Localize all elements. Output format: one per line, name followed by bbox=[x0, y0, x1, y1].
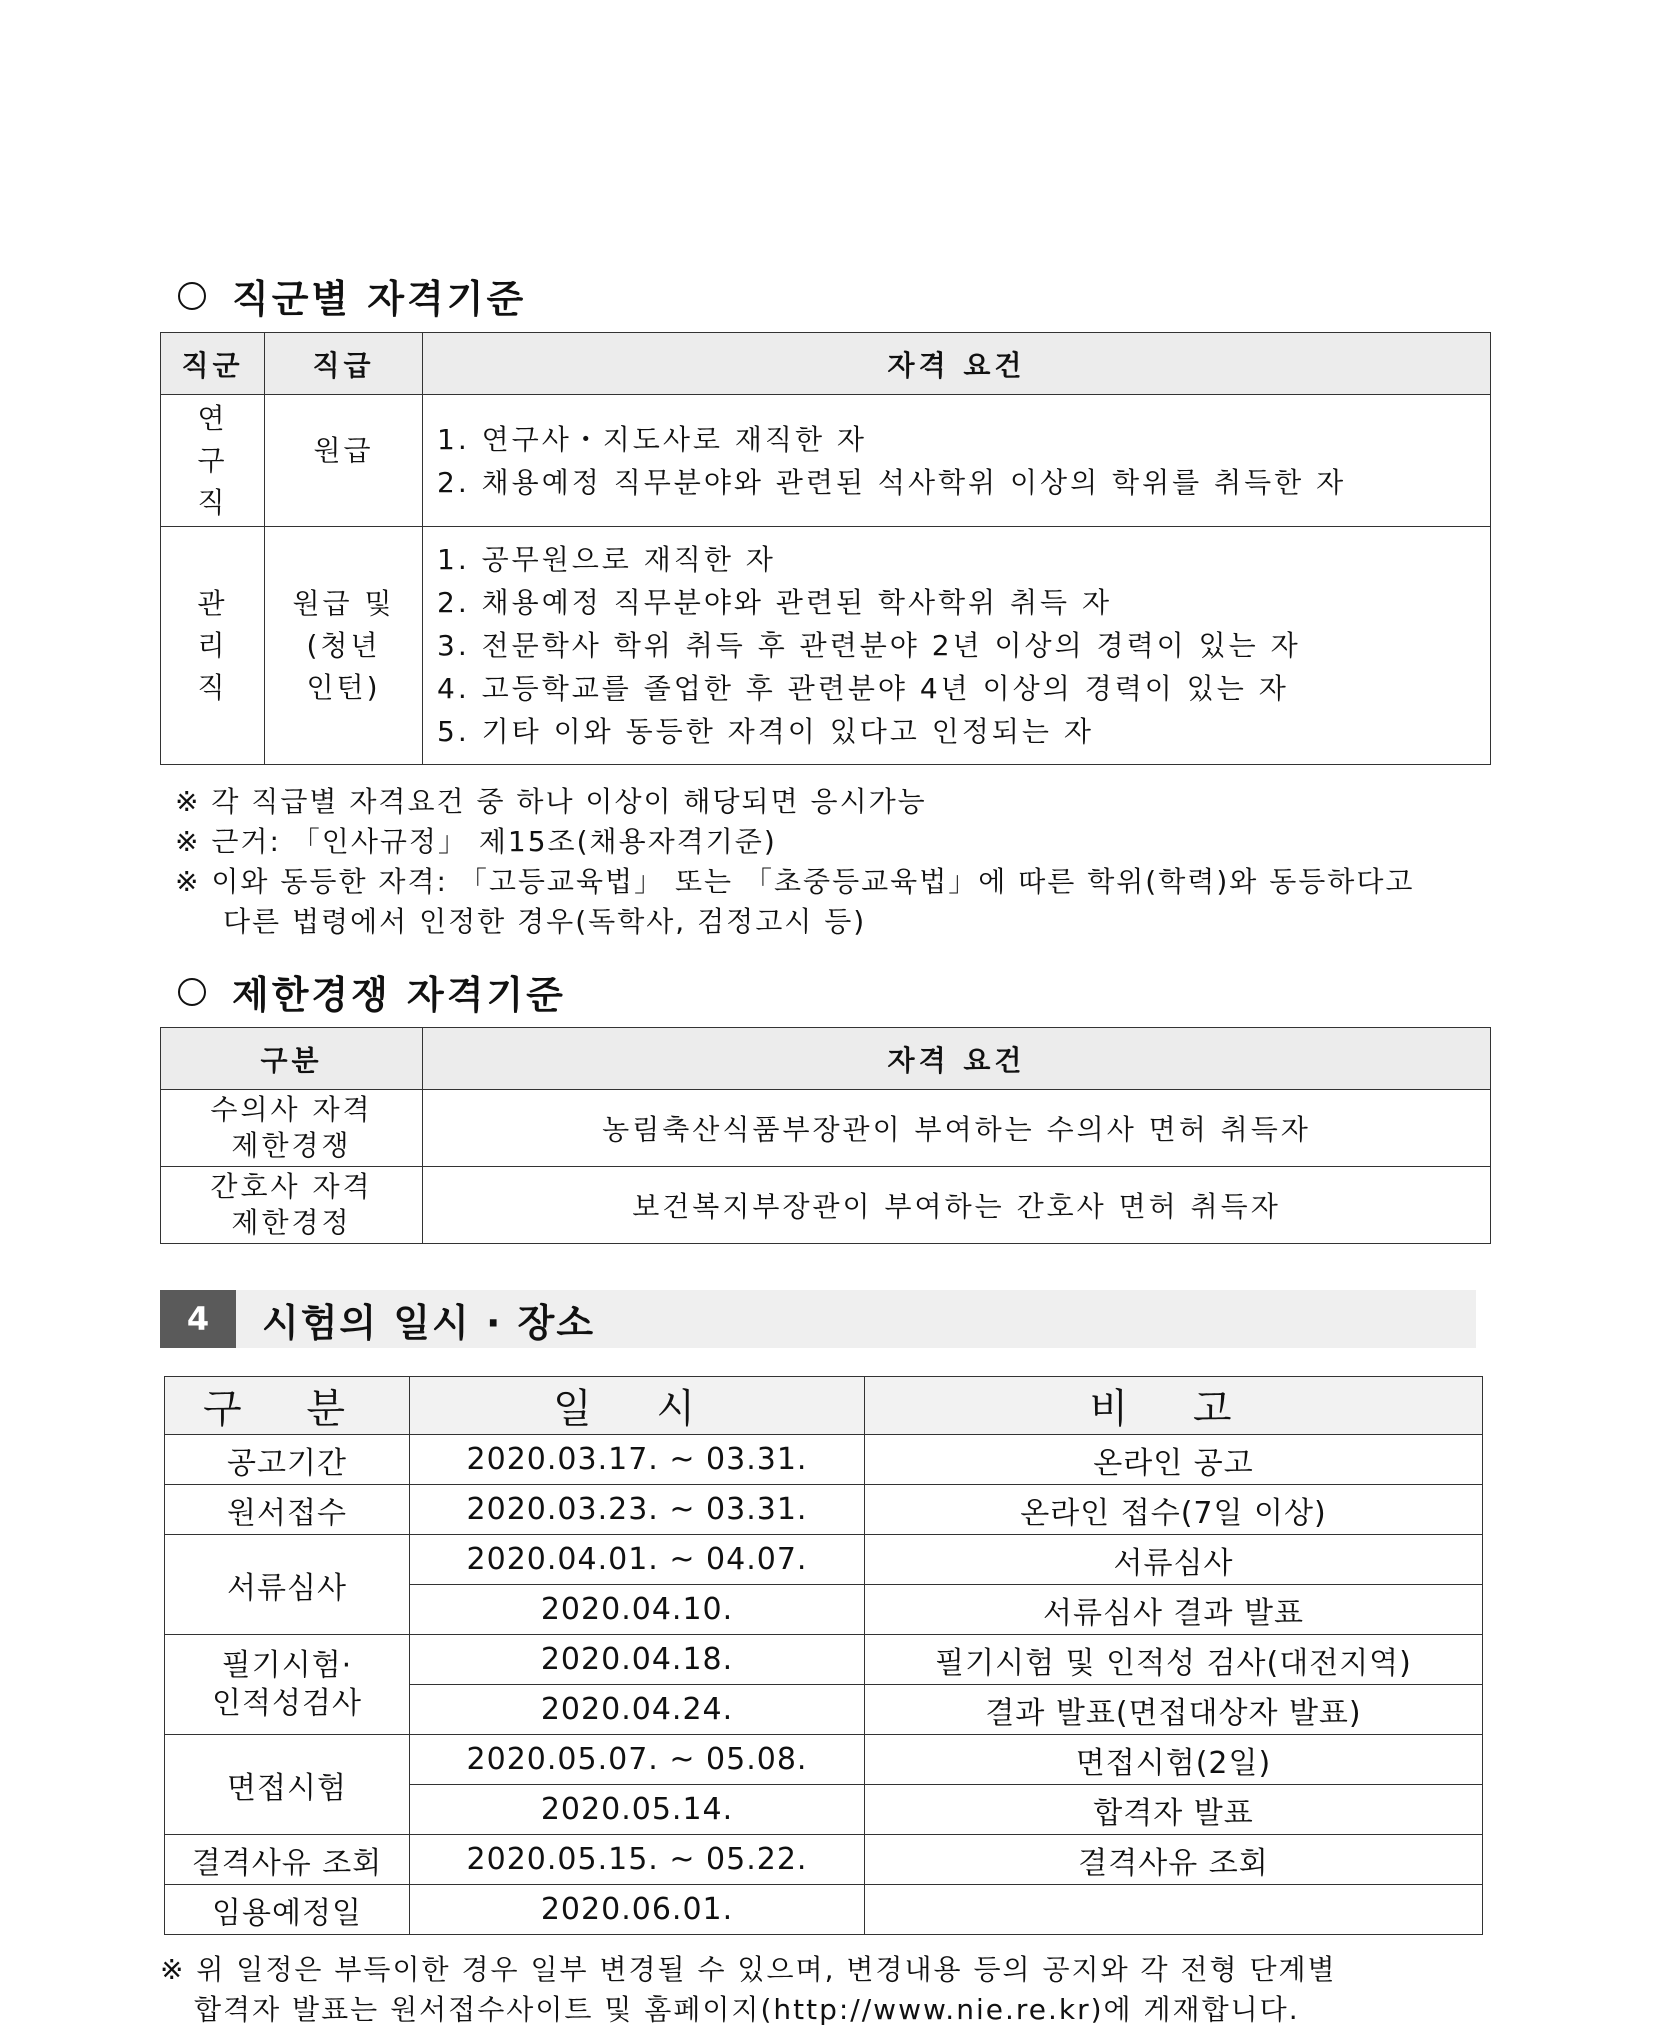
requirement-item: 4. 고등학교를 졸업한 후 관련분야 4년 이상의 경력이 있는 자 bbox=[437, 672, 1289, 705]
date-cell: 2020.03.23. ~ 03.31. bbox=[410, 1485, 865, 1535]
qualification-notes bbox=[175, 782, 1414, 942]
requirement-item: 1. 연구사・지도사로 재직한 자 bbox=[437, 422, 867, 456]
note-cell: 합격자 발표 bbox=[865, 1785, 1483, 1835]
category-text: 제한경정 bbox=[231, 1206, 352, 1239]
table-row-nurse bbox=[161, 1167, 1491, 1244]
requirement-cell: 농림축산식품부장관이 부여하는 수의사 면허 취득자 bbox=[423, 1090, 1491, 1167]
header-note: 비 고 bbox=[865, 1377, 1483, 1435]
date-cell: 2020.06.01. bbox=[410, 1885, 865, 1935]
section-title-text: 직군별 자격기준 bbox=[232, 277, 527, 321]
header-grade: 직급 bbox=[265, 333, 423, 395]
circle-bullet-icon bbox=[178, 978, 206, 1006]
stage-cell: 임용예정일 bbox=[165, 1885, 410, 1935]
category-text: 간호사 자격 bbox=[210, 1170, 373, 1203]
grade-text: (청년 bbox=[306, 628, 381, 662]
date-cell: 2020.04.10. bbox=[410, 1585, 865, 1635]
note-line: ※ 근거: 「인사규정」 제15조(채용자격기준) bbox=[175, 825, 777, 858]
requirement-item: 5. 기타 이와 동등한 자격이 있다고 인정되는 자 bbox=[437, 715, 1094, 748]
category-cell bbox=[161, 1167, 423, 1244]
date-cell: 2020.05.14. bbox=[410, 1785, 865, 1835]
header-date: 일 시 bbox=[410, 1377, 865, 1435]
category-text: 제한경쟁 bbox=[231, 1129, 352, 1162]
group-char: 직 bbox=[197, 670, 228, 704]
table-row bbox=[165, 1735, 1483, 1785]
stage-cell bbox=[165, 1635, 410, 1735]
note-cell: 서류심사 bbox=[865, 1535, 1483, 1585]
table-row-veterinarian bbox=[161, 1090, 1491, 1167]
grade-cell bbox=[265, 395, 423, 527]
qualification-table bbox=[160, 332, 1491, 765]
group-char: 구 bbox=[197, 443, 228, 477]
section-title-limited bbox=[178, 964, 566, 1019]
schedule-notes bbox=[160, 1950, 1337, 2030]
date-cell: 2020.04.18. bbox=[410, 1635, 865, 1685]
date-cell: 2020.03.17. ~ 03.31. bbox=[410, 1435, 865, 1485]
requirement-cell: 보건복지부장관이 부여하는 간호사 면허 취득자 bbox=[423, 1167, 1491, 1244]
group-cell bbox=[161, 527, 265, 765]
date-cell: 2020.04.01. ~ 04.07. bbox=[410, 1535, 865, 1585]
group-char: 직 bbox=[197, 485, 228, 519]
stage-cell: 서류심사 bbox=[165, 1535, 410, 1635]
note-line: 다른 법령에서 인정한 경우(독학사, 검정고시 등) bbox=[223, 905, 867, 938]
stage-cell: 원서접수 bbox=[165, 1485, 410, 1535]
table-row bbox=[165, 1485, 1483, 1535]
section-number-badge: 4 bbox=[160, 1290, 236, 1348]
table-row bbox=[165, 1635, 1483, 1685]
grade-text: 원급 bbox=[313, 433, 374, 467]
grade-text: 원급 및 bbox=[292, 586, 395, 620]
header-group: 직군 bbox=[161, 333, 265, 395]
category-text: 수의사 자격 bbox=[210, 1093, 373, 1126]
table-header-row bbox=[165, 1377, 1483, 1435]
requirement-item: 2. 채용예정 직무분야와 관련된 석사학위 이상의 학위를 취득한 자 bbox=[437, 465, 1347, 499]
table-header-row bbox=[161, 1028, 1491, 1090]
note-cell: 온라인 공고 bbox=[865, 1435, 1483, 1485]
header-requirements: 자격 요건 bbox=[423, 333, 1491, 395]
note-line: ※ 이와 동등한 자격: 「고등교육법」 또는 「초중등교육법」에 따른 학위(학력)와 동등하다고 bbox=[175, 865, 1415, 898]
category-cell bbox=[161, 1090, 423, 1167]
grade-text: 인턴) bbox=[306, 670, 381, 704]
group-cell bbox=[161, 395, 265, 527]
note-cell: 필기시험 및 인적성 검사(대전지역) bbox=[865, 1635, 1483, 1685]
table-row-admin bbox=[161, 527, 1491, 765]
table-header-row bbox=[161, 333, 1491, 395]
grade-cell bbox=[265, 527, 423, 765]
note-cell: 결과 발표(면접대상자 발표) bbox=[865, 1685, 1483, 1735]
note-cell: 서류심사 결과 발표 bbox=[865, 1585, 1483, 1635]
section-title-qualification bbox=[178, 268, 526, 323]
stage-cell: 면접시험 bbox=[165, 1735, 410, 1835]
header-stage: 구 분 bbox=[165, 1377, 410, 1435]
group-char: 리 bbox=[197, 628, 228, 662]
stage-cell: 공고기간 bbox=[165, 1435, 410, 1485]
stage-text: 필기시험· bbox=[221, 1647, 353, 1683]
note-line: 합격자 발표는 원서접수사이트 및 홈페이지(http://www.nie.re.kr)에 게재합니다. bbox=[194, 1993, 1300, 2026]
date-cell: 2020.04.24. bbox=[410, 1685, 865, 1735]
note-cell: 결격사유 조회 bbox=[865, 1835, 1483, 1885]
requirement-item: 2. 채용예정 직무분야와 관련된 학사학위 취득 자 bbox=[437, 586, 1113, 619]
note-cell bbox=[865, 1885, 1483, 1935]
section-title-text: 시험의 일시 · 장소 bbox=[262, 1300, 596, 1345]
section-4-heading bbox=[160, 1290, 1476, 1348]
section-title-text: 제한경쟁 자격기준 bbox=[232, 973, 566, 1017]
table-row bbox=[165, 1435, 1483, 1485]
group-char: 연 bbox=[197, 401, 228, 435]
header-category: 구분 bbox=[161, 1028, 423, 1090]
requirement-item: 3. 전문학사 학위 취득 후 관련분야 2년 이상의 경력이 있는 자 bbox=[437, 629, 1301, 662]
note-cell: 면접시험(2일) bbox=[865, 1735, 1483, 1785]
stage-cell: 결격사유 조회 bbox=[165, 1835, 410, 1885]
table-row bbox=[165, 1885, 1483, 1935]
table-row-research bbox=[161, 395, 1491, 527]
schedule-table bbox=[164, 1376, 1483, 1935]
header-requirement: 자격 요건 bbox=[423, 1028, 1491, 1090]
circle-bullet-icon bbox=[178, 282, 206, 310]
limited-competition-table bbox=[160, 1027, 1491, 1244]
table-row bbox=[165, 1835, 1483, 1885]
date-cell: 2020.05.07. ~ 05.08. bbox=[410, 1735, 865, 1785]
note-line: ※ 위 일정은 부득이한 경우 일부 변경될 수 있으며, 변경내용 등의 공지와 각 전형 단계별 bbox=[160, 1953, 1337, 1986]
requirement-item: 1. 공무원으로 재직한 자 bbox=[437, 543, 776, 576]
requirements-cell bbox=[423, 527, 1491, 765]
note-line: ※ 각 직급별 자격요건 중 하나 이상이 해당되면 응시가능 bbox=[175, 785, 927, 818]
requirements-cell bbox=[423, 395, 1491, 527]
group-char: 관 bbox=[197, 586, 228, 620]
date-cell: 2020.05.15. ~ 05.22. bbox=[410, 1835, 865, 1885]
stage-text: 인적성검사 bbox=[212, 1685, 362, 1721]
note-cell: 온라인 접수(7일 이상) bbox=[865, 1485, 1483, 1535]
table-row bbox=[165, 1535, 1483, 1585]
